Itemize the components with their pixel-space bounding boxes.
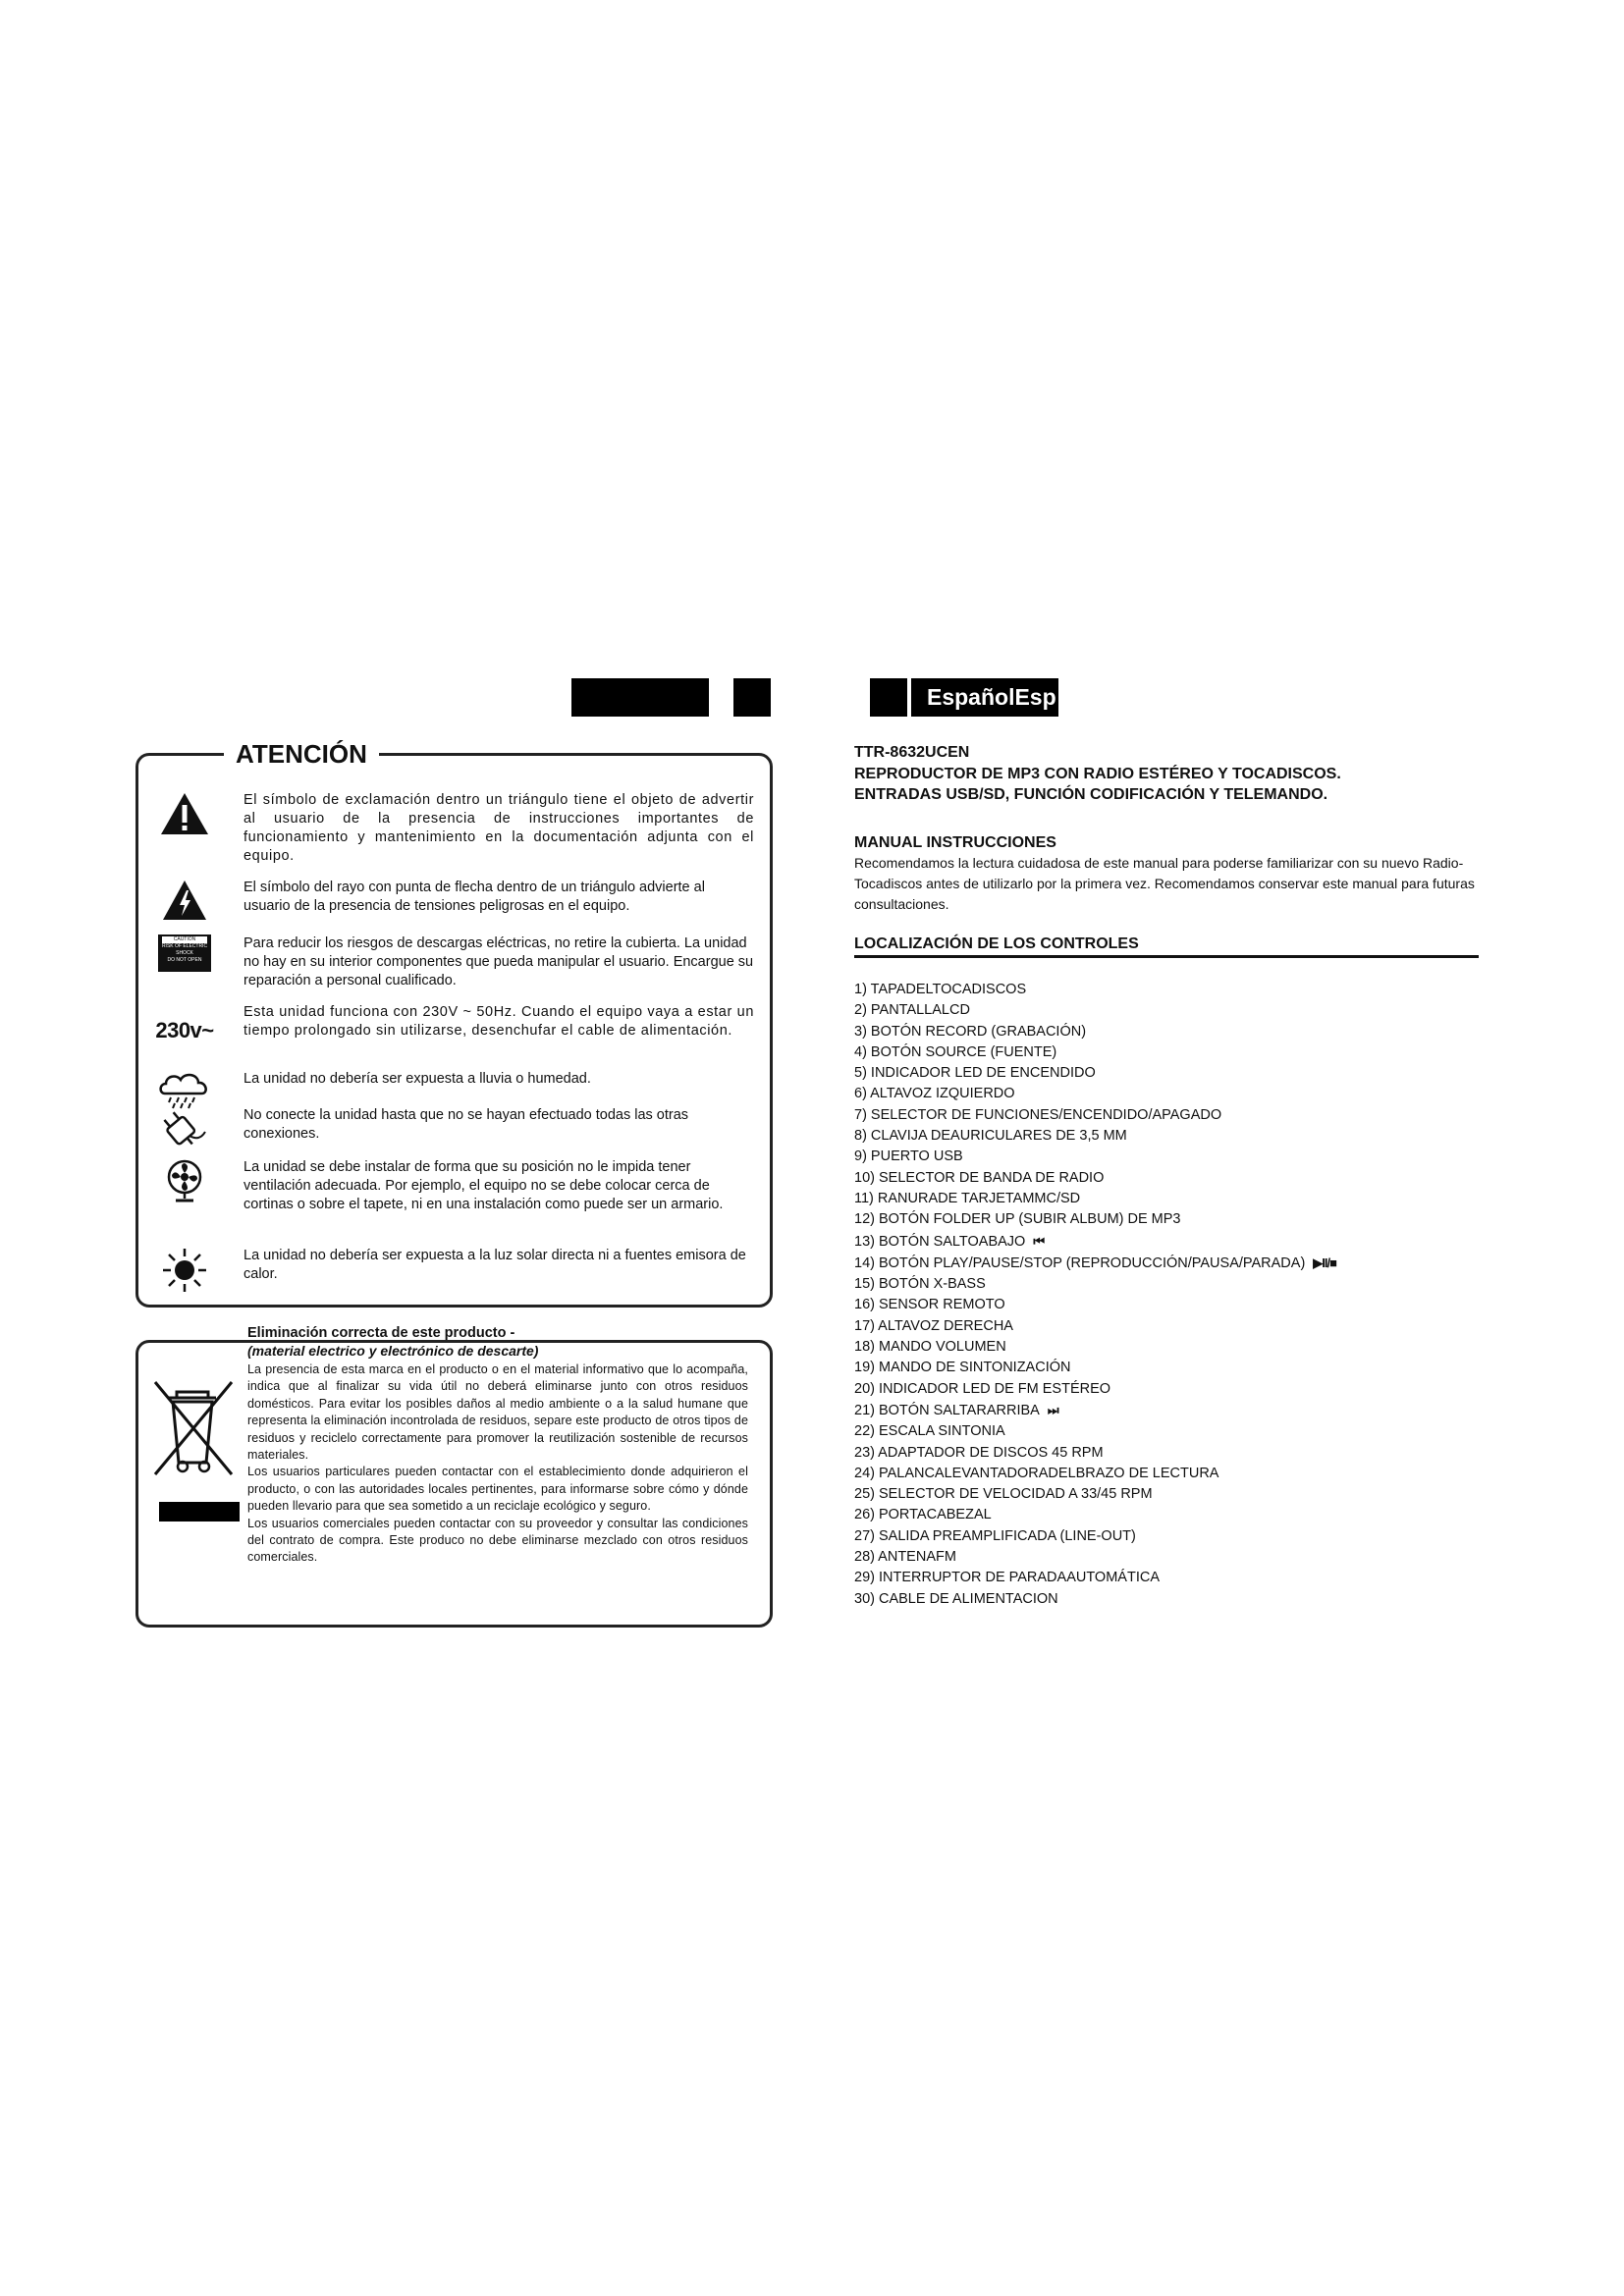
list-item: 24) PALANCALEVANTADORADELBRAZO DE LECTURA [854, 1465, 1219, 1481]
list-item: 18) MANDO VOLUMEN [854, 1339, 1006, 1356]
warning-text: La unidad no debería ser expuesta a la luz solar directa ni a fuentes emisora de calor. [244, 1248, 746, 1282]
list-item: 23) ADAPTADOR DE DISCOS 45 RPM [854, 1444, 1104, 1461]
manual-heading: MANUAL INSTRUCCIONES [854, 834, 1056, 851]
lightning-triangle-icon [155, 879, 214, 937]
controls-heading: LOCALIZACIÓN DE LOS CONTROLES [854, 935, 1479, 958]
list-item: 9) PUERTO USB [854, 1148, 963, 1165]
header-bar-left [571, 678, 709, 717]
list-item: 3) BOTÓN RECORD (GRABACIÓN) [854, 1023, 1087, 1040]
list-item: 1) TAPADELTOCADISCOS [854, 982, 1027, 997]
plug-icon [155, 1106, 214, 1165]
disposal-body [247, 1362, 748, 1567]
header-bar-small-left [733, 678, 771, 717]
disposal-paragraph: Los usuarios particulares pueden contactar con el establecimiento donde adquirieron el producto, o con las autoridades locales pertinentes, para informarse sobre cómo y dónde pueden llevario para que sea sometido a un reciclaje ecológico y seguro. [247, 1465, 748, 1514]
list-item: 15) BOTÓN X-BASS [854, 1276, 986, 1293]
weee-bin-icon [147, 1372, 238, 1480]
fan-icon [155, 1158, 214, 1217]
list-item: 30) CABLE DE ALIMENTACION [854, 1590, 1058, 1607]
list-item: 29) INTERRUPTOR DE PARADAAUTOMÁTICA [854, 1570, 1160, 1586]
controls-list [854, 980, 1336, 1610]
list-item: 22) ESCALA SINTONIA [854, 1423, 1005, 1440]
list-item: 19) MANDO DE SINTONIZACIÓN [854, 1360, 1071, 1376]
warning-text: El símbolo de exclamación dentro un triángulo tiene el objeto de advertir al usuario de la presencia de instrucciones importantes de funcionamiento y mantenimiento en la documentación adjunta con el equipo. [244, 792, 754, 864]
product-subtitle: REPRODUCTOR DE MP3 CON RADIO ESTÉREO Y TOCADISCOS. ENTRADAS USB/SD, FUNCIÓN CODIFICACIÓN Y TELEMANDO. [854, 766, 1341, 803]
disposal-subheading: (material electrico y electrónico de descarte) [247, 1343, 539, 1359]
manual-intro: Recomendamos la lectura cuidadosa de este manual para poderse familiarizar con su nuevo Radio-Tocadiscos antes de utilizarlo por la primera vez. Recomendamos conservar este manual para futuras consultaciones. [854, 855, 1475, 912]
weee-bar [159, 1502, 240, 1522]
play-pause-stop-icon: ▶II/■ [1313, 1255, 1336, 1270]
list-item: 13) BOTÓN SALTOABAJO ⏮ [854, 1233, 1045, 1250]
list-item: 14) BOTÓN PLAY/PAUSE/STOP (REPRODUCCIÓN/PAUSA/PARADA) ▶II/■ [854, 1255, 1336, 1271]
warning-text: No conecte la unidad hasta que no se hayan efectuado todas las otras conexiones. [244, 1107, 689, 1142]
list-item: 7) SELECTOR DE FUNCIONES/ENCENDIDO/APAGADO [854, 1106, 1222, 1123]
voltage-icon: 230v~ [155, 1018, 214, 1042]
list-item: 26) PORTACABEZAL [854, 1507, 992, 1523]
list-item: 25) SELECTOR DE VELOCIDAD A 33/45 RPM [854, 1486, 1153, 1503]
skip-forward-icon: ⏭ [1047, 1402, 1058, 1417]
list-item: 2) PANTALLALCD [854, 1002, 970, 1019]
list-item: 17) ALTAVOZ DERECHA [854, 1317, 1013, 1334]
product-model: TTR-8632UCEN [854, 744, 970, 761]
warning-text: La unidad se debe instalar de forma que su posición no le impida tener ventilación adecuada. Por ejemplo, el equipo no se debe colocar cerca de cortinas o sobre el tapete, ni en una instalación como puede ser un armario. [244, 1159, 724, 1212]
header-bar-small-right [870, 678, 907, 717]
skip-back-icon: ⏮ [1033, 1233, 1045, 1249]
list-item: 8) CLAVIJA DEAURICULARES DE 3,5 MM [854, 1128, 1127, 1145]
list-item: 28) ANTENAFM [854, 1549, 956, 1566]
disposal-paragraph: Los usuarios comerciales pueden contactar con su proveedor y consultar las condiciones del contrato de compra. Este produco no debe eliminarse mezclado con otros residuos comerciales. [247, 1516, 748, 1565]
warning-text: Para reducir los riesgos de descargas eléctricas, no retire la cubierta. La unidad no hay en su interior componentes que pueda manipular el usuario. Encargue su reparación a personal cualificado. [244, 935, 754, 988]
disposal-heading: Eliminación correcta de este producto - [247, 1325, 515, 1341]
warning-text: El símbolo del rayo con punta de flecha dentro de un triángulo advierte al usuario de la presencia de tensiones peligrosas en el equipo. [244, 880, 705, 914]
warning-text: Esta unidad funciona con 230V ~ 50Hz. Cuando el equipo vaya a estar un tiempo prolongado sin utilizarse, desenchufar el cable de alimentación. [244, 1004, 754, 1039]
list-item: 12) BOTÓN FOLDER UP (SUBIR ALBUM) DE MP3 [854, 1211, 1181, 1228]
sun-icon [155, 1247, 214, 1306]
list-item: 10) SELECTOR DE BANDA DE RADIO [854, 1169, 1105, 1186]
list-item: 20) INDICADOR LED DE FM ESTÉREO [854, 1380, 1111, 1397]
disposal-paragraph: La presencia de esta marca en el producto o en el material informativo que lo acompaña, indica que al finalizar su vida útil no deberá eliminarse junto con otros residuos domésticos. Para evitar los posibles daños al medio ambiente o a la salud humane que representa la eliminación incontrolada de residuos, separe este producto de otros tipos de residuos y reciclelo correctamente para promover la reutilización sostenible de recursos materiales. [247, 1362, 748, 1463]
list-item: 11) RANURADE TARJETAMMC/SD [854, 1190, 1081, 1206]
list-item: 6) ALTAVOZ IZQUIERDO [854, 1086, 1015, 1102]
list-item: 27) SALIDA PREAMPLIFICADA (LINE-OUT) [854, 1527, 1136, 1544]
list-item: 4) BOTÓN SOURCE (FUENTE) [854, 1043, 1057, 1060]
exclamation-triangle-icon [155, 791, 214, 850]
caution-label-icon: CAUTION RISK OF ELECTRIC SHOCK DO NOT OPEN [155, 934, 214, 993]
list-item: 16) SENSOR REMOTO [854, 1297, 1005, 1313]
language-tab: EspañolEsp [911, 678, 1058, 717]
warning-text: La unidad no debería ser expuesta a lluvia o humedad. [244, 1071, 591, 1087]
warning-title: ATENCIÓN [224, 738, 379, 770]
list-item: 21) BOTÓN SALTARARRIBA ⏭ [854, 1402, 1058, 1418]
list-item: 5) INDICADOR LED DE ENCENDIDO [854, 1065, 1096, 1082]
